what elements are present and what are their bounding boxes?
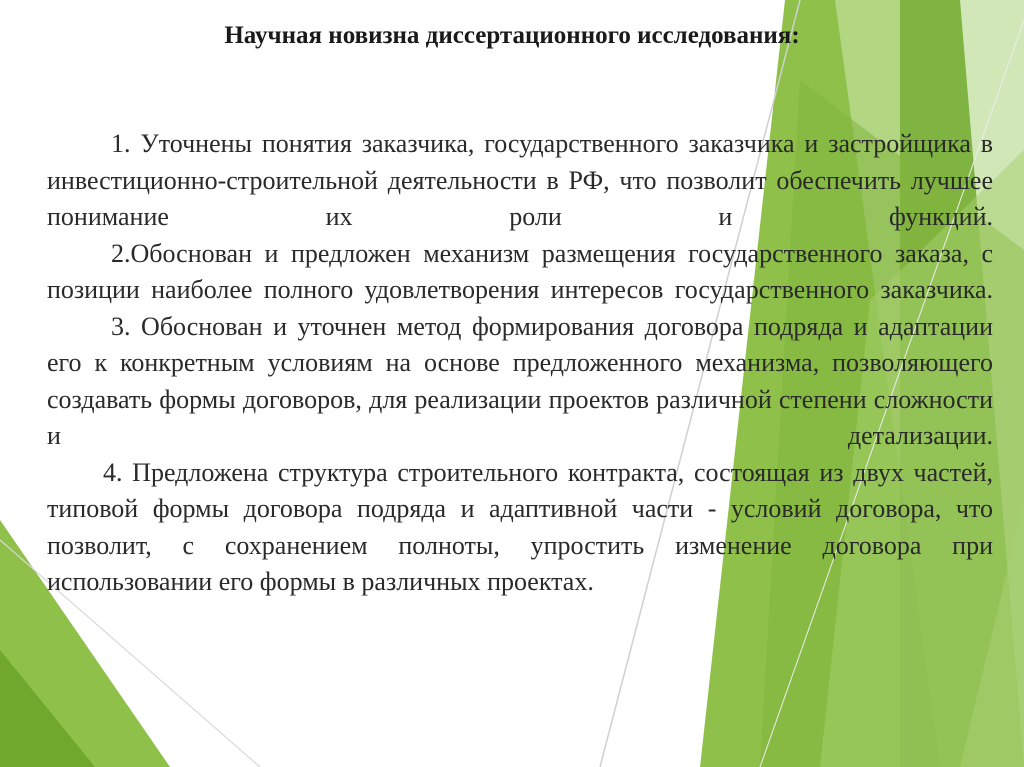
text-line: реализации проектов различной степени сложности и детализации. [47, 384, 993, 450]
text-line: механизма, позволяющего создавать формы договоров, для [47, 348, 994, 414]
paragraph-1 [47, 126, 993, 236]
slide-body [47, 126, 993, 601]
text-line: 4. Предложена структура строительного контракта, состоящая из [103, 457, 844, 487]
text-line: 3. Обоснован и уточнен метод формирования договора подряда и [111, 311, 868, 341]
text-line: условий договора, что позволит, с сохранением полноты, упростить [47, 494, 993, 560]
text-line: адаптации его к конкретным условиям на основе предложенного [47, 311, 994, 377]
text-line: позволит обеспечить лучшее понимание их роли и функций. [47, 165, 993, 231]
text-line: застройщика в инвестиционно-строительной деятельности в РФ, что [47, 129, 993, 195]
paragraph-2 [47, 236, 993, 309]
text-line: государственного заказа, с позиции наиболее полного удовлетворения [47, 238, 994, 304]
paragraph-4 [47, 455, 993, 601]
text-line: двух частей, типовой формы договора подряда и адаптивной части - [47, 457, 993, 523]
slide-title: Научная новизна диссертационного исследования: [224, 22, 800, 49]
text-line: изменение договора при использовании его формы в различных [47, 530, 994, 596]
text-line: интересов государственного заказчика. [550, 275, 994, 304]
text-line: 2.Обоснован и предложен механизм размещения [111, 238, 676, 268]
text-line: 1. Уточнены понятия заказчика, государственного заказчика и [111, 129, 819, 158]
paragraph-3 [47, 309, 993, 455]
text-line: проектах. [487, 567, 594, 596]
